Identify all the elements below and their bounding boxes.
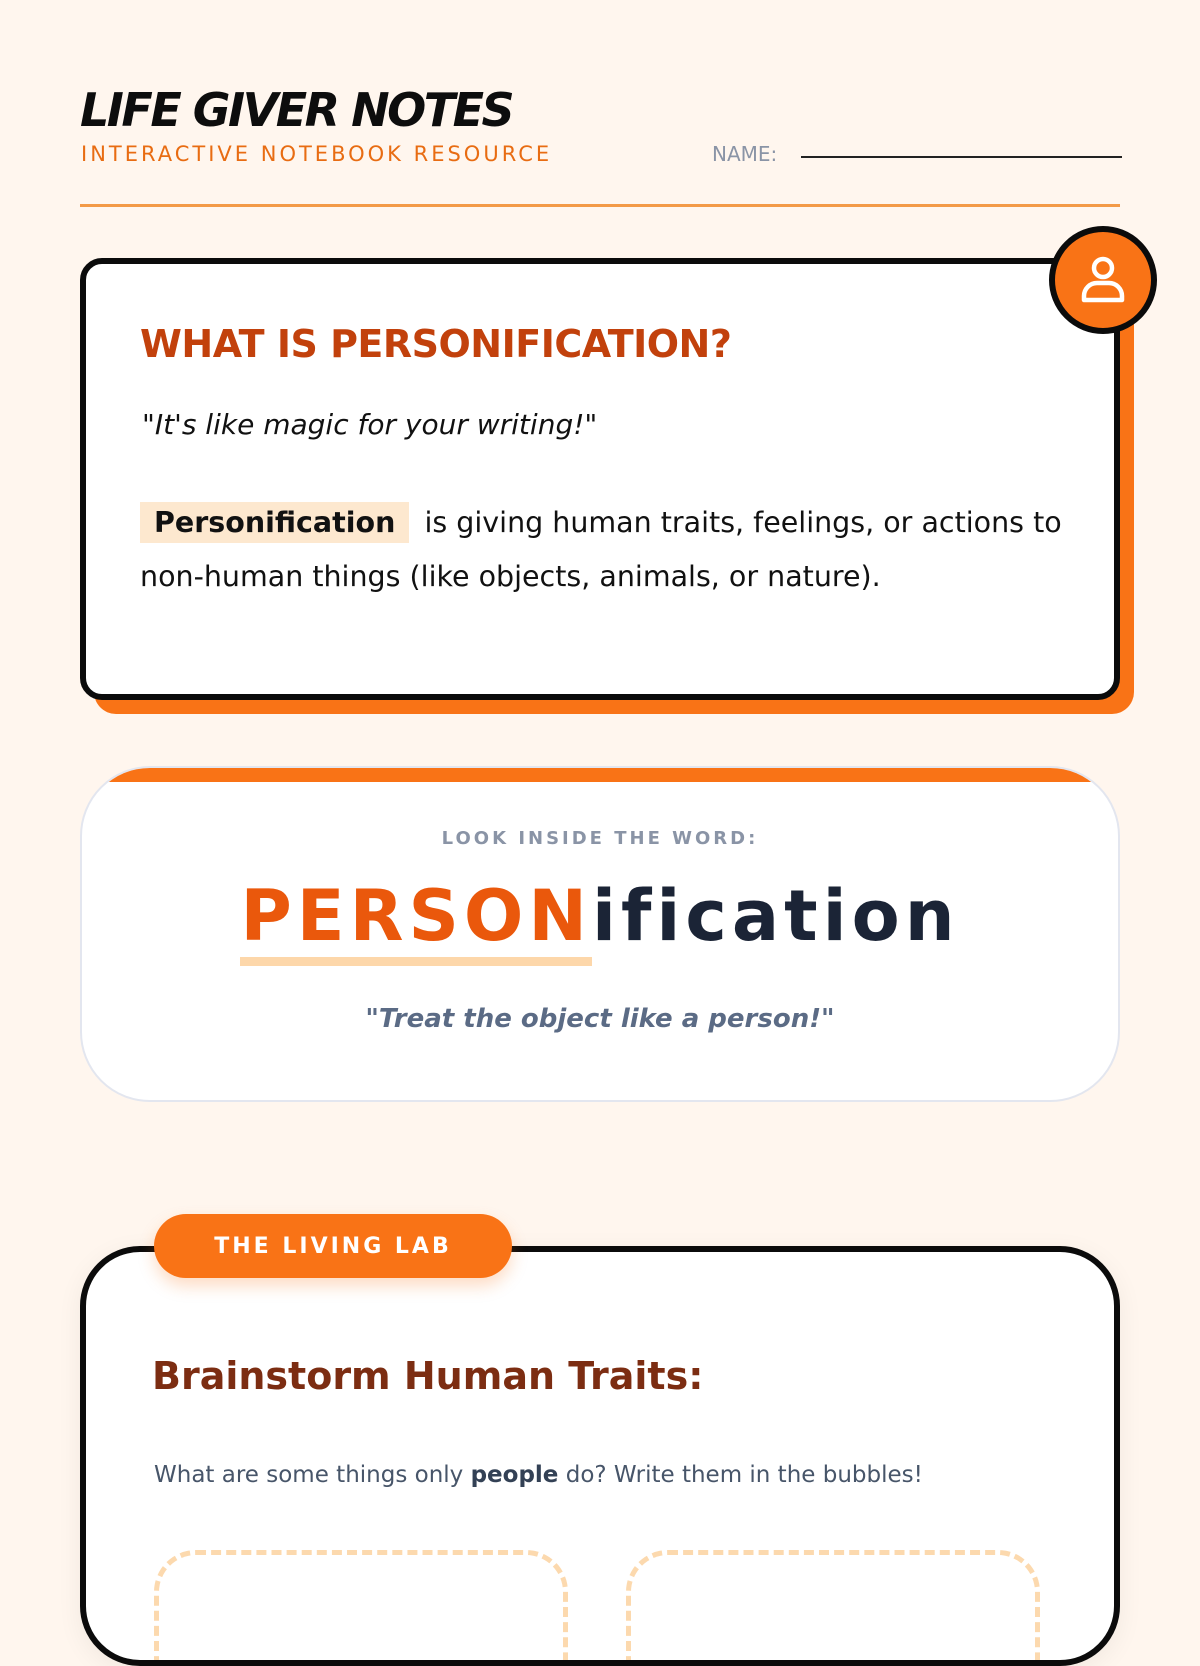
trait-bubble[interactable]: [626, 1550, 1040, 1666]
lab-prompt: [154, 1462, 923, 1488]
person-icon: [1080, 255, 1126, 305]
definition-card: [80, 258, 1120, 700]
name-field-line[interactable]: [801, 156, 1122, 158]
word-breakdown-card: [80, 766, 1120, 1102]
highlighted-term: Personification: [140, 502, 409, 543]
trait-bubble[interactable]: [154, 1550, 568, 1666]
brand-subtitle: INTERACTIVE NOTEBOOK RESOURCE: [81, 142, 553, 166]
definition-title: WHAT IS PERSONIFICATION?: [140, 322, 732, 366]
definition-text: [140, 496, 1080, 604]
person-badge: [1049, 226, 1157, 334]
definition-quote: "It's like magic for your writing!": [142, 408, 598, 441]
word-root: PERSON: [240, 875, 592, 966]
page-header: [80, 82, 1120, 207]
prompt-text-start: What are some things only: [154, 1462, 464, 1488]
name-label: NAME:: [712, 142, 778, 166]
card-accent-bar: [82, 768, 1118, 782]
living-lab-tab: THE LIVING LAB: [154, 1214, 512, 1278]
living-lab-card: [80, 1246, 1120, 1666]
definition-body: is giving human traits, feelings, or actions to non-human things (like objects, animals, or nature).: [140, 506, 1062, 593]
word-display: [82, 874, 1118, 958]
word-suffix: ification: [591, 875, 960, 957]
word-motto: "Treat the object like a person!": [365, 1004, 835, 1034]
prompt-emphasis: people: [470, 1462, 559, 1488]
brand-title: LIFE GIVER NOTES: [80, 83, 513, 137]
prompt-text-end: do? Write them in the bubbles!: [565, 1462, 923, 1488]
lab-title: Brainstorm Human Traits:: [152, 1354, 704, 1398]
word-kicker: LOOK INSIDE THE WORD:: [441, 828, 759, 849]
